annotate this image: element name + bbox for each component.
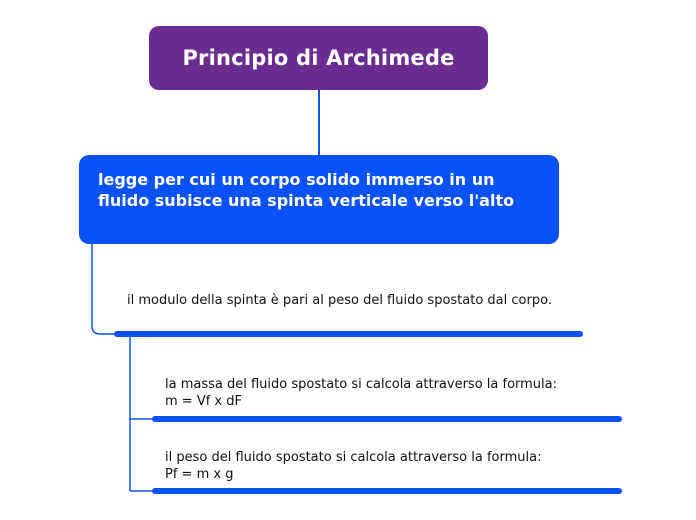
root-title: Principio di Archimede [182,46,455,70]
subtopic-peso[interactable] [165,449,605,483]
subtopic-massa-text: la massa del fluido spostato si calcola attraverso la formula: m = Vf x dF [165,377,557,409]
root-node[interactable] [149,26,488,90]
main-topic-text: legge per cui un corpo solido immerso in un fluido subisce una spinta verticale verso l'alto [98,170,515,210]
connector-main-sub1 [92,244,116,334]
subtopic-massa[interactable] [165,376,605,410]
subtopic-peso-text: il peso del fluido spostato si calcola attraverso la formula: Pf = m x g [165,450,542,482]
subtopic-spinta[interactable] [127,292,567,309]
subtopic-spinta-text: il modulo della spinta è pari al peso del fluido spostato dal corpo. [127,293,552,308]
main-topic-node[interactable] [79,155,559,244]
